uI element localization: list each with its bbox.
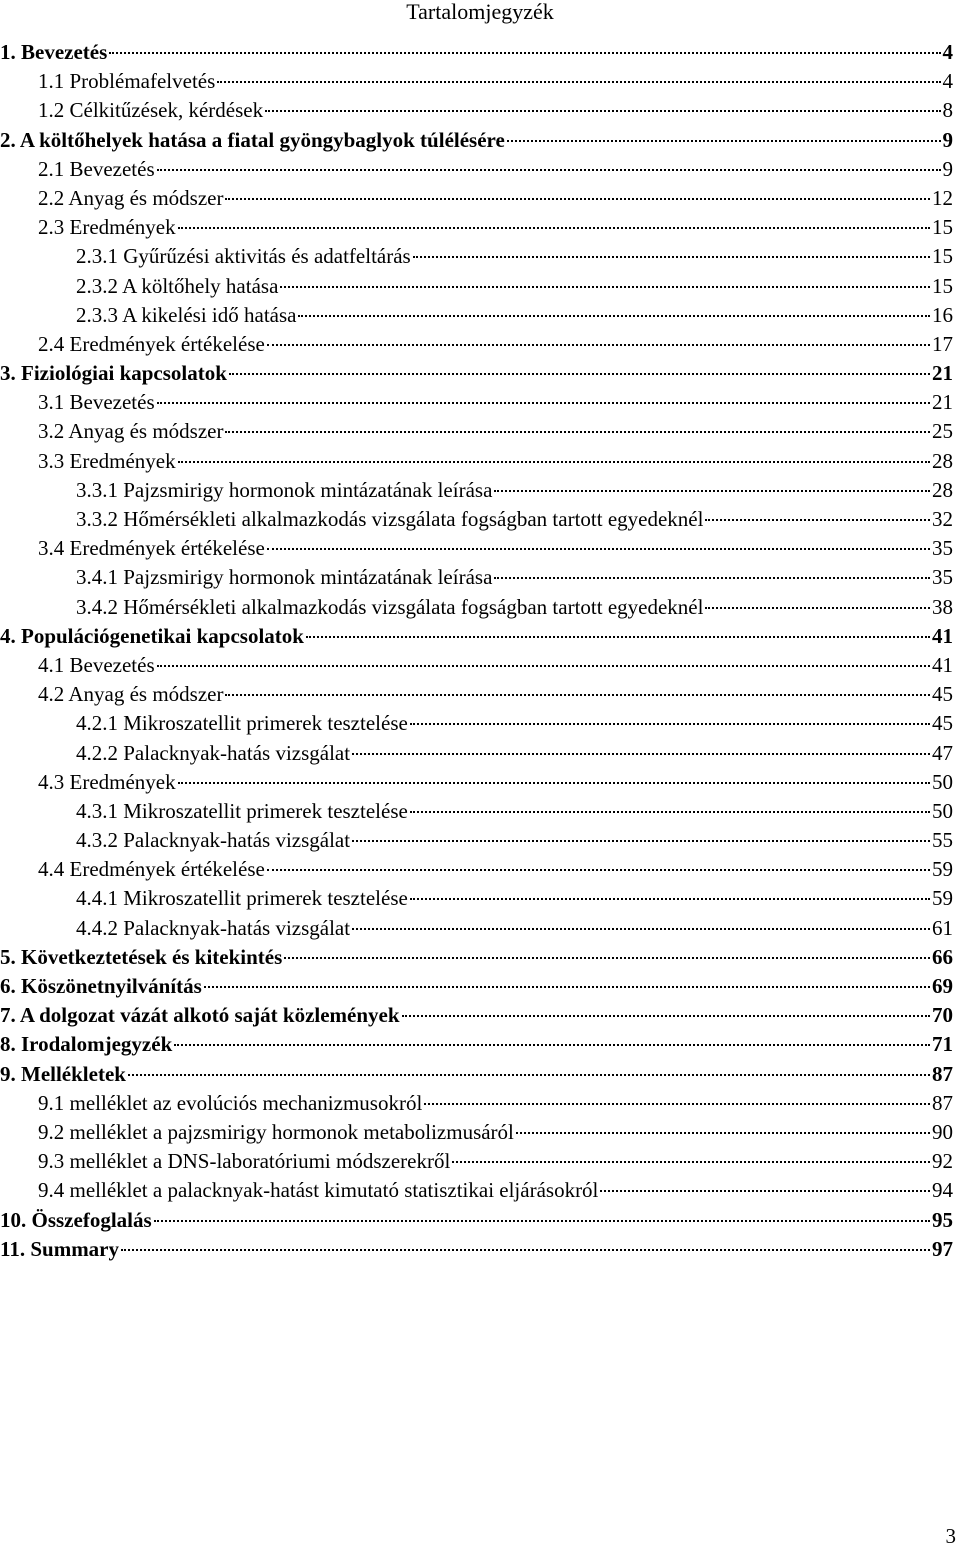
toc-entry-label: 3.3.1 Pajzsmirigy hormonok mintázatának leírása [76, 477, 493, 502]
toc-entry-label: 4.4.2 Palacknyak-hatás vizsgálat [76, 915, 351, 940]
toc-entry[interactable] [0, 884, 953, 913]
toc-entry[interactable] [0, 1060, 953, 1089]
toc-dot-leader [128, 1073, 930, 1076]
toc-entry-label: 3. Fiziológiai kapcsolatok [0, 361, 227, 386]
toc-dot-leader [516, 1131, 930, 1134]
toc-dot-leader [452, 1160, 930, 1163]
toc-entry-page: 69 [932, 974, 953, 998]
toc-entry[interactable] [0, 330, 953, 359]
toc-entry-page: 35 [932, 536, 953, 561]
toc-entry[interactable] [0, 213, 953, 242]
toc-entry[interactable] [0, 943, 953, 972]
toc-entry-page: 61 [932, 915, 953, 940]
toc-entry-page: 45 [932, 711, 953, 736]
toc-entry-page: 9 [942, 127, 953, 152]
toc-entry-page: 87 [932, 1090, 953, 1115]
toc-entry[interactable] [0, 1118, 953, 1147]
toc-entry-label: 4.2.1 Mikroszatellit primerek tesztelése [76, 711, 408, 736]
toc-dot-leader [413, 255, 930, 258]
toc-entry-page: 15 [932, 244, 953, 269]
toc-dot-leader [410, 722, 930, 725]
toc-dot-leader [352, 752, 930, 755]
toc-entry[interactable] [0, 1089, 953, 1118]
toc-entry-label: 1.1 Problémafelvetés [38, 69, 216, 94]
toc-entry-page: 50 [932, 798, 953, 823]
toc-entry-label: 3.3 Eredmények [38, 448, 176, 473]
toc-dot-leader [178, 226, 930, 229]
toc-dot-leader [267, 868, 930, 871]
toc-entry-label: 5. Következtetések és kitekintés [0, 944, 283, 969]
toc-entry-page: 9 [942, 156, 953, 181]
toc-dot-leader [306, 635, 930, 638]
toc-entry-page: 95 [932, 1207, 953, 1232]
toc-entry-label: 4.3 Eredmények [38, 769, 176, 794]
toc-entry[interactable] [0, 593, 953, 622]
toc-entry[interactable] [0, 972, 953, 1001]
toc-entry[interactable] [0, 739, 953, 768]
toc-entry[interactable] [0, 1147, 953, 1176]
toc-entry-page: 25 [932, 419, 953, 444]
toc-entry-page: 97 [932, 1236, 953, 1261]
toc-dot-leader [267, 547, 930, 550]
toc-entry-label: 3.2 Anyag és módszer [38, 419, 224, 444]
toc-entry[interactable] [0, 476, 953, 505]
toc-entry[interactable] [0, 96, 953, 125]
toc-entry-label: 3.1 Bevezetés [38, 390, 155, 415]
toc-entry[interactable] [0, 768, 953, 797]
toc-dot-leader [121, 1248, 930, 1251]
toc-entry-page: 4 [942, 69, 953, 94]
toc-entry-label: 9.3 melléklet a DNS-laboratóriumi módszerekről [38, 1149, 451, 1174]
toc-entry-page: 15 [932, 273, 953, 298]
toc-entry-page: 35 [932, 565, 953, 590]
toc-entry-label: 10. Összefoglalás [0, 1207, 152, 1232]
toc-entry-label: 2.3.3 A kikelési idő hatása [76, 302, 297, 327]
toc-dot-leader [225, 430, 930, 433]
toc-entry[interactable] [0, 38, 953, 67]
toc-entry-label: 4.2.2 Palacknyak-hatás vizsgálat [76, 740, 351, 765]
toc-entry-label: 3.4.2 Hőmérsékleti alkalmazkodás vizsgálata fogságban tartott egyedeknél [76, 594, 704, 619]
toc-entry[interactable] [0, 1030, 953, 1059]
toc-dot-leader [225, 197, 930, 200]
toc-entry-page: 41 [932, 652, 953, 677]
toc-dot-leader [217, 80, 940, 83]
toc-entry-label: 4.3.1 Mikroszatellit primerek tesztelése [76, 798, 408, 823]
toc-entry-label: 11. Summary [0, 1236, 120, 1261]
toc-dot-leader [600, 1189, 930, 1192]
page-title: Tartalomjegyzék [406, 0, 554, 24]
toc-entry[interactable] [0, 855, 953, 884]
toc-dot-leader [204, 985, 930, 988]
toc-dot-leader [494, 489, 930, 492]
toc-dot-leader [157, 168, 941, 171]
toc-entry-label: 2.2 Anyag és módszer [38, 185, 224, 210]
toc-dot-leader [494, 576, 930, 579]
toc-entry-page: 12 [932, 185, 953, 210]
toc-entry-label: 9.4 melléklet a palacknyak-hatást kimutató statisztikai eljárásokról [38, 1178, 599, 1203]
toc-dot-leader [267, 343, 930, 346]
toc-entry[interactable] [0, 797, 953, 826]
toc-dot-leader [410, 810, 930, 813]
toc-dot-leader [109, 51, 940, 54]
toc-entry-page: 70 [932, 1003, 953, 1028]
toc-entry-page: 66 [932, 944, 953, 969]
toc-dot-leader [157, 401, 930, 404]
toc-entry-label: 2.1 Bevezetés [38, 156, 155, 181]
toc-entry-label: 2.4 Eredmények értékelése [38, 331, 265, 356]
toc-dot-leader [298, 314, 930, 317]
toc-dot-leader [178, 460, 930, 463]
toc-entry-label: 3.4 Eredmények értékelése [38, 536, 265, 561]
toc-entry-label: 9.1 melléklet az evolúciós mechanizmusokról [38, 1090, 423, 1115]
toc-entry[interactable] [0, 126, 953, 155]
toc-entry-label: 8. Irodalomjegyzék [0, 1032, 173, 1057]
toc-entry-page: 50 [932, 769, 953, 794]
toc-entry-label: 4.3.2 Palacknyak-hatás vizsgálat [76, 828, 351, 853]
toc-dot-leader [280, 285, 930, 288]
toc-entry-page: 47 [932, 740, 953, 765]
toc-entry-page: 87 [932, 1061, 953, 1086]
toc-entry-page: 4 [942, 40, 953, 64]
toc-entry-page: 59 [932, 857, 953, 882]
toc-entry-label: 9.2 melléklet a pajzsmirigy hormonok metabolizmusáról [38, 1119, 514, 1144]
toc-entry-label: 4.4.1 Mikroszatellit primerek tesztelése [76, 886, 408, 911]
toc-entry-page: 21 [932, 361, 953, 386]
toc-entry[interactable] [0, 417, 953, 446]
toc-entry-page: 90 [932, 1119, 953, 1144]
toc-entry-label: 2.3.2 A költőhely hatása [76, 273, 279, 298]
toc-entry-label: 2. A költőhelyek hatása a fiatal gyöngybaglyok túlélésére [0, 127, 505, 152]
toc-entry-label: 4. Populációgenetikai kapcsolatok [0, 623, 304, 648]
table-of-contents [0, 38, 953, 1264]
toc-entry[interactable] [0, 651, 953, 680]
toc-dot-leader [265, 109, 940, 112]
toc-entry-page: 41 [932, 623, 953, 648]
toc-entry[interactable] [0, 563, 953, 592]
toc-entry-label: 1.2 Célkitűzések, kérdések [38, 98, 264, 123]
toc-dot-leader [705, 606, 930, 609]
toc-entry-page: 32 [932, 507, 953, 531]
toc-entry[interactable] [0, 155, 953, 184]
toc-dot-leader [424, 1102, 930, 1105]
toc-entry[interactable] [0, 680, 953, 709]
toc-entry[interactable] [0, 622, 953, 651]
toc-entry-page: 16 [932, 302, 953, 327]
toc-entry-label: 2.3 Eredmények [38, 215, 176, 240]
toc-entry-page: 21 [932, 390, 953, 415]
toc-entry-label: 4.2 Anyag és módszer [38, 682, 224, 707]
toc-entry[interactable] [0, 505, 953, 534]
toc-entry[interactable] [0, 184, 953, 213]
page-number: 3 [945, 1524, 956, 1548]
toc-dot-leader [225, 693, 930, 696]
toc-entry-label: 4.1 Bevezetés [38, 652, 155, 677]
toc-entry[interactable] [0, 1001, 953, 1030]
toc-dot-leader [402, 1014, 930, 1017]
toc-entry-page: 28 [932, 477, 953, 502]
toc-entry[interactable] [0, 447, 953, 476]
toc-entry-label: 7. A dolgozat vázát alkotó saját közlemények [0, 1003, 400, 1028]
toc-entry[interactable] [0, 359, 953, 388]
toc-entry[interactable] [0, 534, 953, 563]
toc-entry-label: 3.3.2 Hőmérsékleti alkalmazkodás vizsgálata fogságban tartott egyedeknél [76, 507, 704, 531]
toc-entry[interactable] [0, 1235, 953, 1264]
toc-dot-leader [284, 956, 930, 959]
toc-dot-leader [178, 781, 930, 784]
toc-entry-label: 3.4.1 Pajzsmirigy hormonok mintázatának leírása [76, 565, 493, 590]
toc-entry-page: 59 [932, 886, 953, 911]
toc-entry[interactable] [0, 1206, 953, 1235]
toc-entry-page: 17 [932, 331, 953, 356]
toc-entry-label: 9. Mellékletek [0, 1061, 126, 1086]
toc-dot-leader [705, 518, 930, 521]
toc-entry-page: 38 [932, 594, 953, 619]
toc-entry-page: 92 [932, 1149, 953, 1174]
toc-dot-leader [352, 927, 930, 930]
toc-entry-page: 71 [932, 1032, 953, 1057]
toc-entry-page: 8 [942, 98, 953, 123]
toc-entry[interactable] [0, 388, 953, 417]
toc-entry-page: 28 [932, 448, 953, 473]
toc-entry[interactable] [0, 826, 953, 855]
toc-entry-page: 15 [932, 215, 953, 240]
toc-entry-label: 6. Köszönetnyilvánítás [0, 974, 202, 998]
toc-dot-leader [507, 139, 941, 142]
toc-entry[interactable] [0, 1176, 953, 1205]
toc-entry-page: 45 [932, 682, 953, 707]
toc-dot-leader [352, 839, 930, 842]
toc-entry[interactable] [0, 67, 953, 96]
toc-dot-leader [229, 372, 930, 375]
toc-entry[interactable] [0, 272, 953, 301]
toc-entry-label: 4.4 Eredmények értékelése [38, 857, 265, 882]
toc-dot-leader [410, 897, 930, 900]
toc-entry[interactable] [0, 301, 953, 330]
toc-dot-leader [174, 1043, 930, 1046]
toc-entry[interactable] [0, 914, 953, 943]
toc-dot-leader [157, 664, 930, 667]
toc-entry[interactable] [0, 709, 953, 738]
toc-entry-label: 2.3.1 Gyűrűzési aktivitás és adatfeltárás [76, 244, 411, 269]
toc-entry-page: 55 [932, 828, 953, 853]
toc-entry[interactable] [0, 242, 953, 271]
toc-entry-label: 1. Bevezetés [0, 40, 108, 64]
toc-entry-page: 94 [932, 1178, 953, 1203]
toc-dot-leader [154, 1219, 930, 1222]
